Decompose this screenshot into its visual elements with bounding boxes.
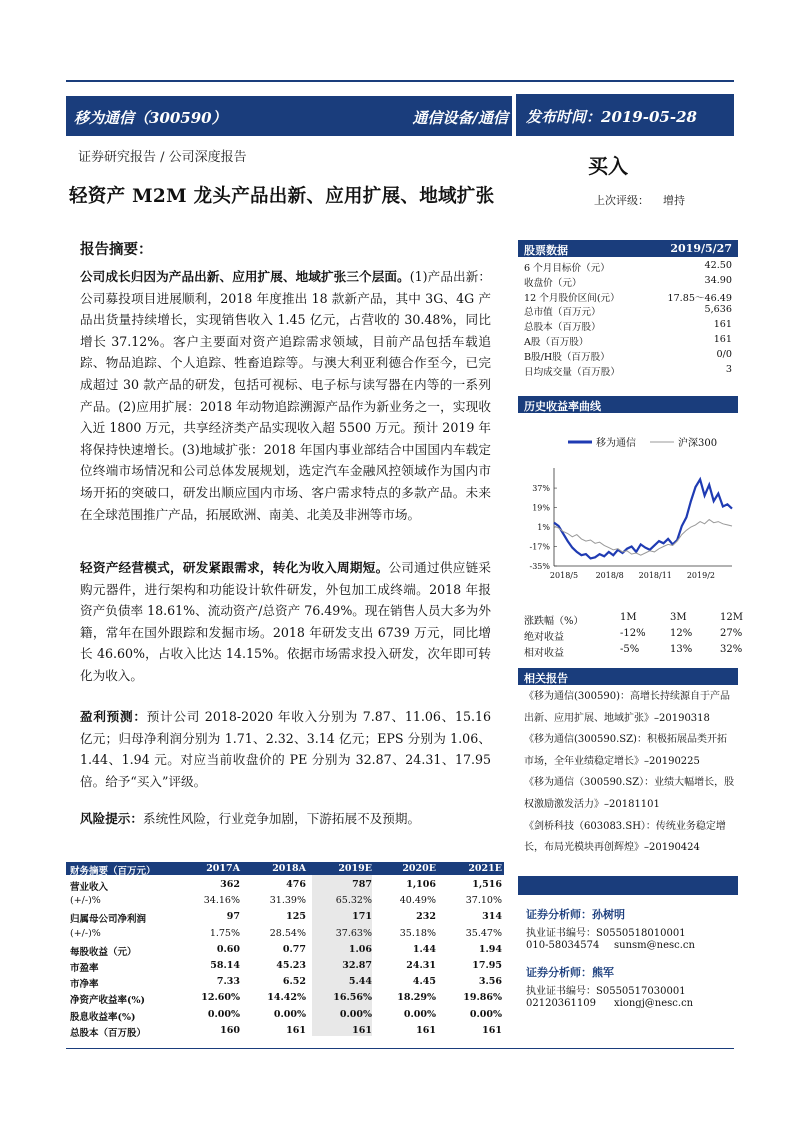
analyst-phone: 02120361109 <box>526 998 596 1009</box>
series-line-hs300 <box>554 520 732 556</box>
financial-cell: 476 <box>286 879 306 890</box>
stock-data-label: 12 个月股价区间(元） <box>524 292 620 304</box>
financial-cell: 160 <box>220 1024 240 1036</box>
performance-cell: 绝对收益 <box>524 632 564 643</box>
financial-header-cell: 2020E <box>402 863 436 874</box>
bottom-rule <box>66 1048 734 1049</box>
financial-cell: 18.29% <box>397 992 436 1004</box>
financial-cell: 97 <box>226 911 240 923</box>
stock-data-row <box>524 349 732 364</box>
stock-data-label: 收盘价（元） <box>524 277 582 289</box>
analyst-header <box>518 876 738 895</box>
financial-cell: 0.60 <box>216 943 240 955</box>
financial-cell: 3.56 <box>478 976 502 988</box>
financial-row <box>66 910 504 926</box>
financial-cell: 58.14 <box>210 960 240 971</box>
related-report-item: 《移为通信(300590.SZ)：积极拓展品类开拓市场，全年业绩稳定增长》–20190225 <box>524 734 727 767</box>
stock-data-label: 日均成交量（百万股） <box>524 366 620 378</box>
financial-cell: 7.33 <box>216 976 240 988</box>
financial-cell: 总股本（百万股） <box>70 1027 147 1039</box>
financial-header-cell: 2019E <box>338 863 372 874</box>
chart-heading: 历史收益率曲线 <box>524 400 601 413</box>
financial-cell: 16.56% <box>333 992 372 1004</box>
stock-data-value: 161 <box>713 319 732 331</box>
financial-cell: 17.95 <box>472 960 502 971</box>
stock-data-label: A股（百万股） <box>524 337 589 348</box>
financial-cell: 12.60% <box>201 992 240 1004</box>
financial-cell: 19.86% <box>463 992 502 1004</box>
stock-data-label: 总市值（百万元） <box>524 307 601 319</box>
financial-cell: 65.32% <box>335 895 372 907</box>
financial-cell: 161 <box>286 1024 306 1036</box>
financial-cell: 14.42% <box>267 992 306 1004</box>
report-type: 证券研究报告 / 公司深度报告 <box>78 150 247 165</box>
stock-data-value: 17.85～46.49 <box>667 292 732 304</box>
financial-cell: 125 <box>286 911 306 923</box>
financial-cell: 1.44 <box>412 943 436 955</box>
financial-cell: 787 <box>352 879 372 890</box>
paragraph-asset-light-lead: 轻资产经营模式，研发紧跟需求，转化为收入周期短。 <box>80 560 389 575</box>
stock-data-heading: 股票数据 <box>524 244 568 257</box>
financial-cell: 0.00% <box>207 1008 240 1020</box>
legend-label-series-1: 移为通信 <box>596 438 636 449</box>
financial-cell: 股息收益率(%) <box>70 1011 136 1023</box>
financial-cell: 1,516 <box>472 879 502 890</box>
performance-cell: 13% <box>670 644 693 655</box>
performance-cell: 32% <box>720 644 743 655</box>
paragraph-forecast-lead: 盈利预测： <box>80 709 147 724</box>
performance-cell: 涨跌幅（%） <box>524 616 584 627</box>
paragraph-risk-lead: 风险提示： <box>80 811 143 826</box>
financial-row <box>66 927 504 943</box>
financial-cell: 1.75% <box>209 927 240 939</box>
chart-header <box>518 396 738 413</box>
y-tick-label: -17% <box>529 542 550 552</box>
financial-row <box>66 975 504 991</box>
analyst-cert: 执业证书编号：S0550517030001 <box>526 986 686 997</box>
paragraph-forecast <box>80 706 491 792</box>
report-title: 轻资产 M2M 龙头产品出新、应用扩展、地域扩张 <box>69 186 495 207</box>
financial-cell: 35.47% <box>465 927 502 939</box>
stock-data-label: 6 个月目标价（元） <box>524 263 610 274</box>
financial-row <box>66 991 504 1007</box>
paragraph-growth-lead: 公司成长归因为产品出新、应用扩展、地域扩张三个层面。 <box>80 269 410 284</box>
performance-cell: 12M <box>720 612 743 623</box>
paragraph-asset-light-body: 公司通过供应链采购元器件，进行架构和功能设计软件研发，外包加工成终端。2018 年报资产负债率 18.61%、流动资产/总资产 76.49%。现在销售人员大多为外籍，常年在国外跟踪和发掘市场。2018 年研发支出 6739 万元，同比增长 46.60%，占收入比达 14.15%。依据市场需求投入研发，次年即可转化为收入。 <box>80 560 492 683</box>
performance-cell: 27% <box>720 628 743 639</box>
stock-data-row <box>524 275 732 290</box>
y-tick-label: -35% <box>529 562 550 571</box>
financial-cell: 32.87 <box>342 960 372 971</box>
analyst-cert: 执业证书编号：S0550518010001 <box>526 928 686 939</box>
financial-row <box>66 1008 504 1024</box>
financial-row <box>66 959 504 975</box>
related-reports-list <box>524 686 736 859</box>
stock-data-value: 3 <box>725 363 732 375</box>
financial-row <box>66 943 504 959</box>
stock-data-label: B股/H股（百万股） <box>524 351 610 363</box>
financial-cell: 0.00% <box>403 1008 436 1020</box>
stock-data-row <box>524 290 732 305</box>
performance-cell: -5% <box>620 644 640 655</box>
stock-data-row <box>524 319 732 334</box>
y-tick-label: 1% <box>537 523 550 533</box>
financial-cell: 37.10% <box>465 895 502 907</box>
financial-cell: 每股收益（元） <box>70 946 137 958</box>
x-tick-label: 2018/11 <box>638 571 672 580</box>
financial-cell: 营业收入 <box>70 882 109 893</box>
financial-header-cell: 2021E <box>468 863 502 874</box>
financial-cell: 40.49% <box>399 895 436 907</box>
financial-cell: (+/-)% <box>70 927 101 939</box>
header-bar <box>66 96 512 136</box>
legend-label-series-2: 沪深300 <box>678 438 718 449</box>
financial-cell: 6.52 <box>282 976 306 988</box>
financial-cell: 34.16% <box>203 895 240 907</box>
performance-cell: 相对收益 <box>524 648 564 659</box>
financial-cell: 45.23 <box>276 960 306 971</box>
top-rule <box>66 80 734 82</box>
paragraph-asset-light <box>80 557 491 687</box>
financial-cell: 4.45 <box>412 976 436 988</box>
stock-data-header <box>518 240 738 257</box>
paragraph-forecast-body: 预计公司 2018-2020 年收入分别为 7.87、11.06、15.16 亿元；归母净利润分别为 1.71、2.32、3.14 亿元；EPS 分别为 1.06、1.44、1.94 元。对应当前收盘价的 PE 分别为 32.87、24.31、17.95 倍。给予“买入”评级。 <box>80 709 492 789</box>
financial-cell: 161 <box>482 1024 502 1036</box>
stock-data-row <box>524 364 732 379</box>
related-report-item: 《剑桥科技（603083.SH）：传统业务稳定增长，布局光模块再创辉煌》–20190424 <box>524 820 726 854</box>
analyst-phone: 010-58034574 <box>526 940 600 951</box>
industry-label: 通信设备/通信 <box>412 109 508 127</box>
financial-header-cell: 2017A <box>206 863 240 874</box>
paragraph-growth <box>80 266 491 525</box>
financial-cell: (+/-)% <box>70 895 101 907</box>
financial-cell: 0.00% <box>339 1008 372 1020</box>
financial-header-cell: 2018A <box>272 863 306 874</box>
financial-cell: 1.94 <box>478 943 502 955</box>
financial-cell: 37.63% <box>335 927 372 939</box>
financial-cell: 0.77 <box>282 943 306 955</box>
publish-bar <box>516 94 734 136</box>
financial-header-cell: 财务摘要（百万元） <box>70 866 156 877</box>
stock-data-row <box>524 334 732 349</box>
stock-data-value: 161 <box>713 334 732 345</box>
financial-row <box>66 1024 504 1040</box>
financial-cell: 5.44 <box>348 976 372 988</box>
financial-cell: 171 <box>352 911 372 923</box>
financial-cell: 市盈率 <box>70 963 99 974</box>
stock-data-label: 总股本（百万股） <box>524 322 601 334</box>
stock-data-row <box>524 304 732 319</box>
financial-cell: 市净率 <box>70 979 99 991</box>
company-name: 移为通信（300590） <box>74 109 227 127</box>
abstract-heading: 报告摘要： <box>80 241 153 258</box>
financial-table-header <box>66 862 504 875</box>
performance-cell: 1M <box>620 612 637 623</box>
financial-cell: 314 <box>482 911 502 923</box>
performance-row <box>524 628 743 643</box>
financial-cell: 1.06 <box>348 943 372 955</box>
rating: 买入 <box>588 154 628 178</box>
performance-cell: -12% <box>620 628 646 639</box>
performance-cell: 3M <box>670 612 687 623</box>
stock-data-row <box>524 260 732 275</box>
stock-data-date: 2019/5/27 <box>670 242 732 255</box>
analyst-email: xiongj@nesc.cn <box>614 998 694 1009</box>
related-report-item: 《移为通信（300590.SZ）：业绩大幅增长，股权激励激发活力》–20181101 <box>524 777 735 810</box>
analyst-name: 证券分析师：熊军 <box>526 966 614 979</box>
y-tick-label: 19% <box>532 503 550 513</box>
financial-cell: 31.39% <box>269 895 306 907</box>
financial-cell: 0.00% <box>469 1008 502 1020</box>
paragraph-growth-body: (1)产品出新：公司募投项目进展顺利，2018 年度推出 18 款新产品，其中 3G、4G 产品出货量持续增长，实现销售收入 1.45 亿元，占营收的 30.48%，同比增长 37.12%。客户主要面对资产追踪需求领域，目前产品包括车载追踪、物品追踪、个人追踪、牲畜追踪等。与澳大利亚利德合作至今，已完成超过 30 款产品的研发，包括可视标、电子标与读写器在内等的一系列产品。(2)应用扩展：2018 年动物追踪溯源产品作为新业务之一，实现收入近 1800 万元，共享经济类产品实现收入超 5500 万元。预计 2019 年将保持快速增长。(3)地域扩张：2018 年国内事业部结合中国国内车载定位终端市场情况和公司总体发展规划，选定汽车金融风控领域作为国内市场开拓的突破口，研发出顺应国内市场、客户需求特点的多款产品。未来在全球范围推广产品，拓展欧洲、南美、北美及非洲等市场。 <box>80 269 492 522</box>
financial-cell: 24.31 <box>406 960 436 971</box>
financial-cell: 净资产收益率(%) <box>70 995 146 1007</box>
paragraph-risk <box>80 808 491 830</box>
financial-row <box>66 878 504 894</box>
publish-date: 发布时间：2019-05-28 <box>526 108 697 126</box>
x-tick-label: 2018/8 <box>595 571 624 580</box>
stock-data-value: 34.90 <box>704 274 732 286</box>
series-line-yiwei <box>554 479 732 558</box>
return-chart <box>518 428 738 588</box>
financial-cell: 28.54% <box>269 927 306 939</box>
x-tick-label: 2018/5 <box>549 571 579 580</box>
financial-cell: 362 <box>220 879 240 890</box>
performance-row <box>524 644 743 659</box>
previous-rating <box>594 192 685 208</box>
related-report-item: 《移为通信(300590)：高增长持续源自于产品出新、应用扩展、地域扩张》–20190318 <box>524 691 730 724</box>
financial-cell: 35.18% <box>399 927 436 939</box>
stock-data-value: 42.50 <box>704 260 732 271</box>
related-heading: 相关报告 <box>524 672 568 685</box>
performance-header <box>524 612 743 627</box>
financial-row <box>66 894 504 910</box>
financial-cell: 232 <box>416 911 436 923</box>
related-header <box>518 668 738 685</box>
previous-rating-label: 上次评级： <box>594 194 649 207</box>
x-tick-label: 2019/2 <box>686 571 716 580</box>
analyst-email: sunsm@nesc.cn <box>614 940 695 951</box>
performance-cell: 12% <box>670 628 693 639</box>
stock-data-value: 0/0 <box>716 348 732 360</box>
previous-rating-value: 增持 <box>663 194 685 207</box>
paragraph-risk-body: 系统性风险，行业竞争加剧，下游拓展不及预期。 <box>142 811 421 826</box>
financial-cell: 161 <box>352 1024 372 1036</box>
y-tick-label: 37% <box>532 484 550 494</box>
analyst-name: 证券分析师：孙树明 <box>526 908 625 921</box>
financial-cell: 归属母公司净利润 <box>70 914 147 926</box>
stock-data-value: 5,636 <box>704 304 732 316</box>
financial-cell: 0.00% <box>273 1008 306 1020</box>
financial-cell: 161 <box>416 1024 436 1036</box>
financial-cell: 1,106 <box>406 879 436 890</box>
